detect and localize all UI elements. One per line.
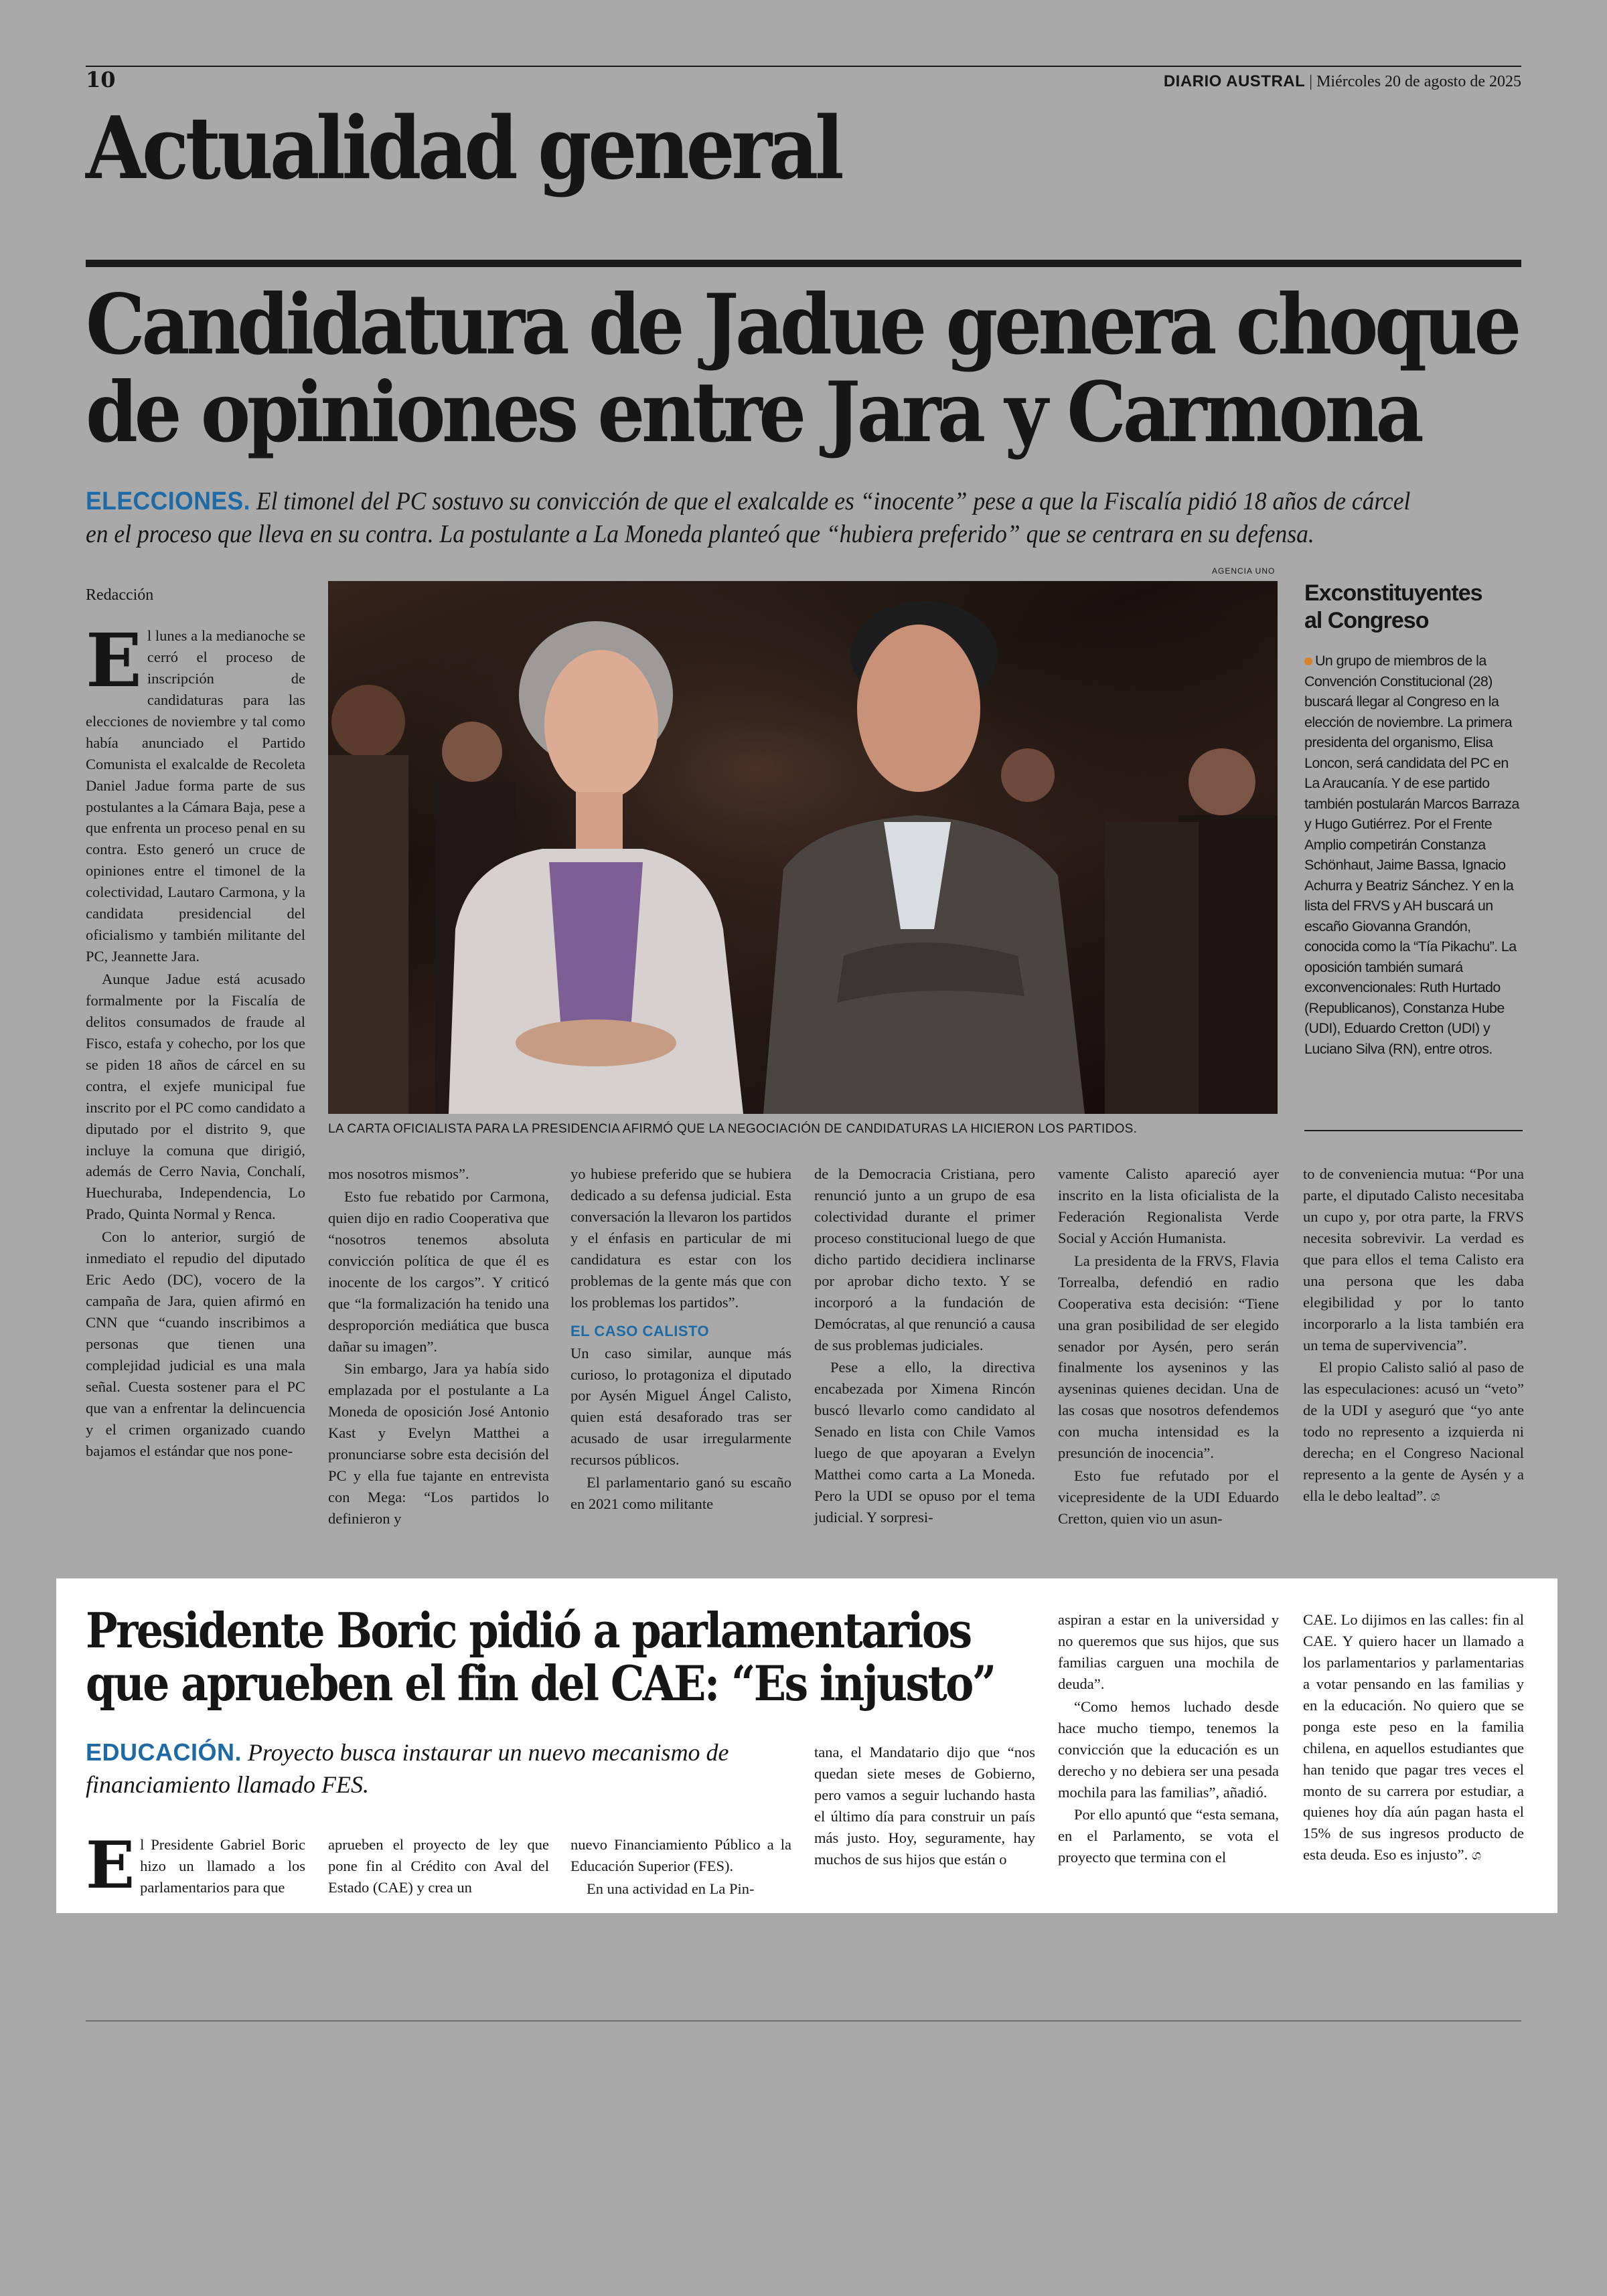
end-mark-icon: ශ	[1471, 1847, 1482, 1864]
second-column-2	[328, 1834, 549, 1900]
main-deck-text: El timonel del PC sostuvo su convicción de que el exalcalde es “inocente” pese a que la Fiscalía pidió 18 años de cárcel en el proceso que lleva en su contra. La postulante a La Moneda planteó que “hubiera preferido” que se centrara en su defensa.	[86, 487, 1411, 549]
second-deck-text: Proyecto busca instaurar un nuevo mecanismo de financiamiento llamado FES.	[86, 1739, 729, 1798]
photo-illustration	[328, 581, 1278, 1114]
main-column-5	[1058, 1163, 1279, 1531]
sidebar-text	[1304, 651, 1525, 1059]
main-column-1	[86, 617, 305, 1463]
main-paragraph: Sin embargo, Jara ya había sido emplazada por el postulante a La Moneda de oposición José Antonio Kast y Evelyn Matthei a pronunciarse sobre esta decisión del PC y ella fue tajante en entrevista con Mega: “Los partidos lo definieron y	[328, 1360, 549, 1527]
second-paragraph	[86, 1827, 305, 1903]
main-column-2	[328, 1163, 549, 1531]
second-column-1	[86, 1827, 305, 1903]
main-column-4	[814, 1163, 1035, 1530]
main-paragraph: Esto fue rebatido por Carmona, quien dijo en radio Cooperativa que “nosotros tenemos absoluta convicción política de que él es inocente de los cargos”. Y criticó que “la formalización ha tenido una desproporción mediática que busca dañar su imagen”.	[328, 1187, 549, 1355]
main-paragraph: Esto fue refutado por el vicepresidente de la UDI Eduardo Cretton, quien vio un asun-	[1058, 1467, 1279, 1527]
second-paragraph: aprueben el proyecto de ley que pone fin al Crédito con Aval del Estado (CAE) y crea un	[328, 1836, 549, 1896]
second-paragraph: nuevo Financiamiento Público a la Educación Superior (FES).	[570, 1836, 791, 1874]
news-photo	[328, 581, 1278, 1114]
second-column-5	[1058, 1609, 1279, 1870]
second-column-4	[814, 1742, 1035, 1872]
main-paragraph: La presidenta de la FRVS, Flavia Torrealba, defendió en radio Cooperativa esta decisión: “Tiene una gran posibilidad de ser elegido senador por Aysén, pero serán finalmente los ayseninos y las ayseninas quienes decidan. Una de las cosas que nosotros defendemos con mucha intensidad es la presunción de inocencia”.	[1058, 1252, 1279, 1462]
main-paragraph: Pese a ello, la directiva encabezada por Ximena Rincón buscó llevarlo como candidato al Senado en lista con Chile Vamos luego de que apoyaran a Evelyn Matthei como carta a La Moneda. Pero la UDI se opuso por el tema judicial. Y sorpresi-	[814, 1359, 1035, 1526]
main-paragraph: mos nosotros mismos”.	[328, 1165, 469, 1182]
second-deck	[86, 1736, 802, 1801]
sidebar-rule	[1304, 1130, 1523, 1131]
main-paragraph	[86, 617, 305, 967]
second-headline	[86, 1604, 995, 1710]
section-rule	[86, 260, 1521, 267]
dateline	[1164, 72, 1521, 91]
second-tag: EDUCACIÓN.	[86, 1738, 242, 1766]
sidebar-title	[1304, 580, 1525, 635]
second-paragraph: Por ello apuntó que “esta semana, en el Parlamento, se vota el proyecto que termina con el	[1058, 1806, 1279, 1866]
main-paragraph-text: l lunes a la medianoche se cerró el proceso de inscripción de candidaturas para las elecciones de noviembre y tal como había anunciado el Partido Comunista el exalcalde de Recoleta Daniel Jadue forma parte de sus postulantes a la Cámara Baja, pese a que enfrenta un proceso penal en su contra. Esto generó un cruce de opiniones entre el timonel de la colectividad, Lautaro Carmona, y la candidata presidencial del oficialismo y también militante del PC, Jeannette Jara.	[86, 627, 305, 965]
byline: Redacción	[86, 586, 154, 604]
main-paragraph: Aunque Jadue está acusado formalmente por la Fiscalía de delitos consumados de fraude al Fisco, estafa y cohecho, por los que se piden 18 años de cárcel en su contra, el exjefe municipal fue inscrito por el PC como candidato a diputado por el distrito 9, que incluye la comuna que dirigió, además de Cerro Navia, Conchalí, Huechuraba, Independencia, Lo Prado, Quinta Normal y Renca.	[86, 971, 305, 1223]
page-number: 10	[86, 67, 116, 92]
second-paragraph: tana, el Mandatario dijo que “nos quedan siete meses de Gobierno, pero vamos a seguir luchando hasta el último día para construir un país más justo. Hoy, seguramente, hay muchos de sus hijos que están o	[814, 1744, 1035, 1868]
second-column-3	[570, 1834, 791, 1901]
subhead-caso-calisto: EL CASO CALISTO	[570, 1322, 710, 1339]
second-paragraph-text: l Presidente Gabriel Boric hizo un llamado a los parlamentarios para que	[140, 1836, 305, 1896]
main-paragraph-text: El propio Calisto salió al paso de las especulaciones: acusó un “veto” de la UDI y aseguró que “yo ante todo no represento a izquierda ni derecha; en el Congreso Nacional represento a la gente de Aysén y a ella le debo lealtad”.	[1303, 1359, 1524, 1505]
main-headline-line2: de opiniones entre Jara y Carmona	[86, 364, 1421, 462]
sidebar-title-line2: al Congreso	[1304, 607, 1429, 633]
end-mark-icon: ශ	[1430, 1488, 1440, 1505]
drop-cap: E	[86, 1827, 135, 1903]
issue-date: | Miércoles 20 de agosto de 2025	[1309, 73, 1521, 90]
main-headline-line1: Candidatura de Jadue genera choque	[86, 276, 1518, 374]
drop-cap: E	[86, 617, 142, 704]
main-tag: ELECCIONES.	[86, 487, 251, 515]
main-paragraph: vamente Calisto apareció ayer inscrito en la lista oficialista de la Federación Regionalista Verde Social y Acción Humanista.	[1058, 1165, 1279, 1246]
second-headline-line1: Presidente Boric pidió a parlamentarios	[86, 1602, 971, 1659]
top-rule	[86, 66, 1521, 67]
second-paragraph: aspiran a estar en la universidad y no queremos que sus hijos, que sus familias carguen una mochila de deuda”.	[1058, 1611, 1279, 1692]
main-paragraph: Con lo anterior, surgió de inmediato el repudio del diputado Eric Aedo (DC), vocero de la campaña de Jara, quien afirmó en CNN que “cuando inscribimos a personas que tienen una complejidad judicial es una mala señal. Cuesta sostener para el PC que van a enfrentar la delincuencia y el crimen organizado cuando bajamos el estándar que nos pone-	[86, 1228, 305, 1459]
main-headline	[86, 276, 1518, 462]
main-paragraph: El parlamentario ganó su escaño en 2021 como militante	[570, 1474, 791, 1513]
second-headline-line2: que aprueben el fin del CAE: “Es injusto”	[86, 1655, 995, 1712]
main-paragraph: yo hubiese preferido que se hubiera dedicado a su defensa judicial. Esta conversación la llevaron los partidos y el énfasis en particular de mi candidatura es estar con los problemas de la gente más que con los problemas los partidos”.	[570, 1165, 791, 1311]
main-deck	[86, 485, 1432, 552]
second-paragraph	[1303, 1609, 1524, 1866]
second-column-6	[1303, 1609, 1524, 1867]
bottom-rule	[86, 2020, 1521, 2022]
photo-credit: AGENCIA UNO	[1212, 566, 1276, 576]
sidebar-body: Un grupo de miembros de la Convención Constitucional (28) buscará llegar al Congreso en la elección de noviembre. La primera presidenta del organismo, Elisa Loncon, será candidata del PC en La Araucanía. Y de ese partido también postularán Marcos Barraza y Hugo Gutiérrez. Por el Frente Amplio competirán Constanza Schönhaut, Jaime Bassa, Ignacio Achurra y Beatriz Sánchez. Y en la lista del FRVS y AH buscará un escaño Giovanna Grandón, conocida como la “Tía Pikachu”. La oposición también sumará exconvencionales: Ruth Hurtado (Republicanos), Constanza Hube (UDI), Eduardo Cretton (UDI) y Luciano Silva (RN), entre otros.	[1304, 653, 1519, 1057]
bullet-icon	[1304, 657, 1312, 665]
sidebar-title-line1: Exconstituyentes	[1304, 580, 1482, 606]
section-title: Actualidad general	[86, 98, 841, 199]
second-paragraph-text: CAE. Lo dijimos en las calles: fin al CAE. Y quiero hacer un llamado a los parlamentarios y parlamentarias a votar pensando en las familias y en la educación. No quiero que se ponga este peso en la familia chilena, en aquellos estudiantes que han tenido que pagar tres veces el monto de su carrera por estudiar, a quienes hoy día aún pagan hasta el 15% de sus ingresos producto de esta deuda. Eso es injusto”.	[1303, 1611, 1524, 1864]
second-paragraph: “Como hemos luchado desde hace mucho tiempo, tenemos la convicción que la educación es un derecho y no debiera ser una pesada mochila para las familias”, añadió.	[1058, 1698, 1279, 1801]
second-paragraph: En una actividad en La Pin-	[587, 1880, 755, 1897]
photo-caption: LA CARTA OFICIALISTA PARA LA PRESIDENCIA AFIRMÓ QUE LA NEGOCIACIÓN DE CANDIDATURAS LA HICIERON LOS PARTIDOS.	[328, 1122, 1138, 1136]
main-column-6	[1303, 1163, 1524, 1508]
main-paragraph: de la Democracia Cristiana, pero renunció junto a un grupo de esa colectividad durante el primer proceso constitucional luego de que dicho partido decidiera inclinarse por aprobar dicho texto. Y se incorporó a la fundación de Demócratas, al que renunció a causa de sus problemas judiciales.	[814, 1165, 1035, 1354]
main-paragraph: Un caso similar, aunque más curioso, lo protagoniza el diputado por Aysén Miguel Ángel Calisto, quien está desaforado tras ser acusado de usar irregularmente recursos públicos.	[570, 1344, 791, 1469]
main-column-3	[570, 1163, 791, 1516]
main-paragraph: to de conveniencia mutua: “Por una parte, el diputado Calisto necesitaba un cupo y, por otra parte, la FRVS necesita sobrevivir. La verdad es que para ellos el tema Calisto era una persona que les daba elegibilidad y por lo tanto incorporarlo a la lista también era un tema de supervivencia”.	[1303, 1165, 1524, 1354]
publication-name: DIARIO AUSTRAL	[1163, 72, 1306, 90]
main-paragraph	[1303, 1357, 1524, 1507]
